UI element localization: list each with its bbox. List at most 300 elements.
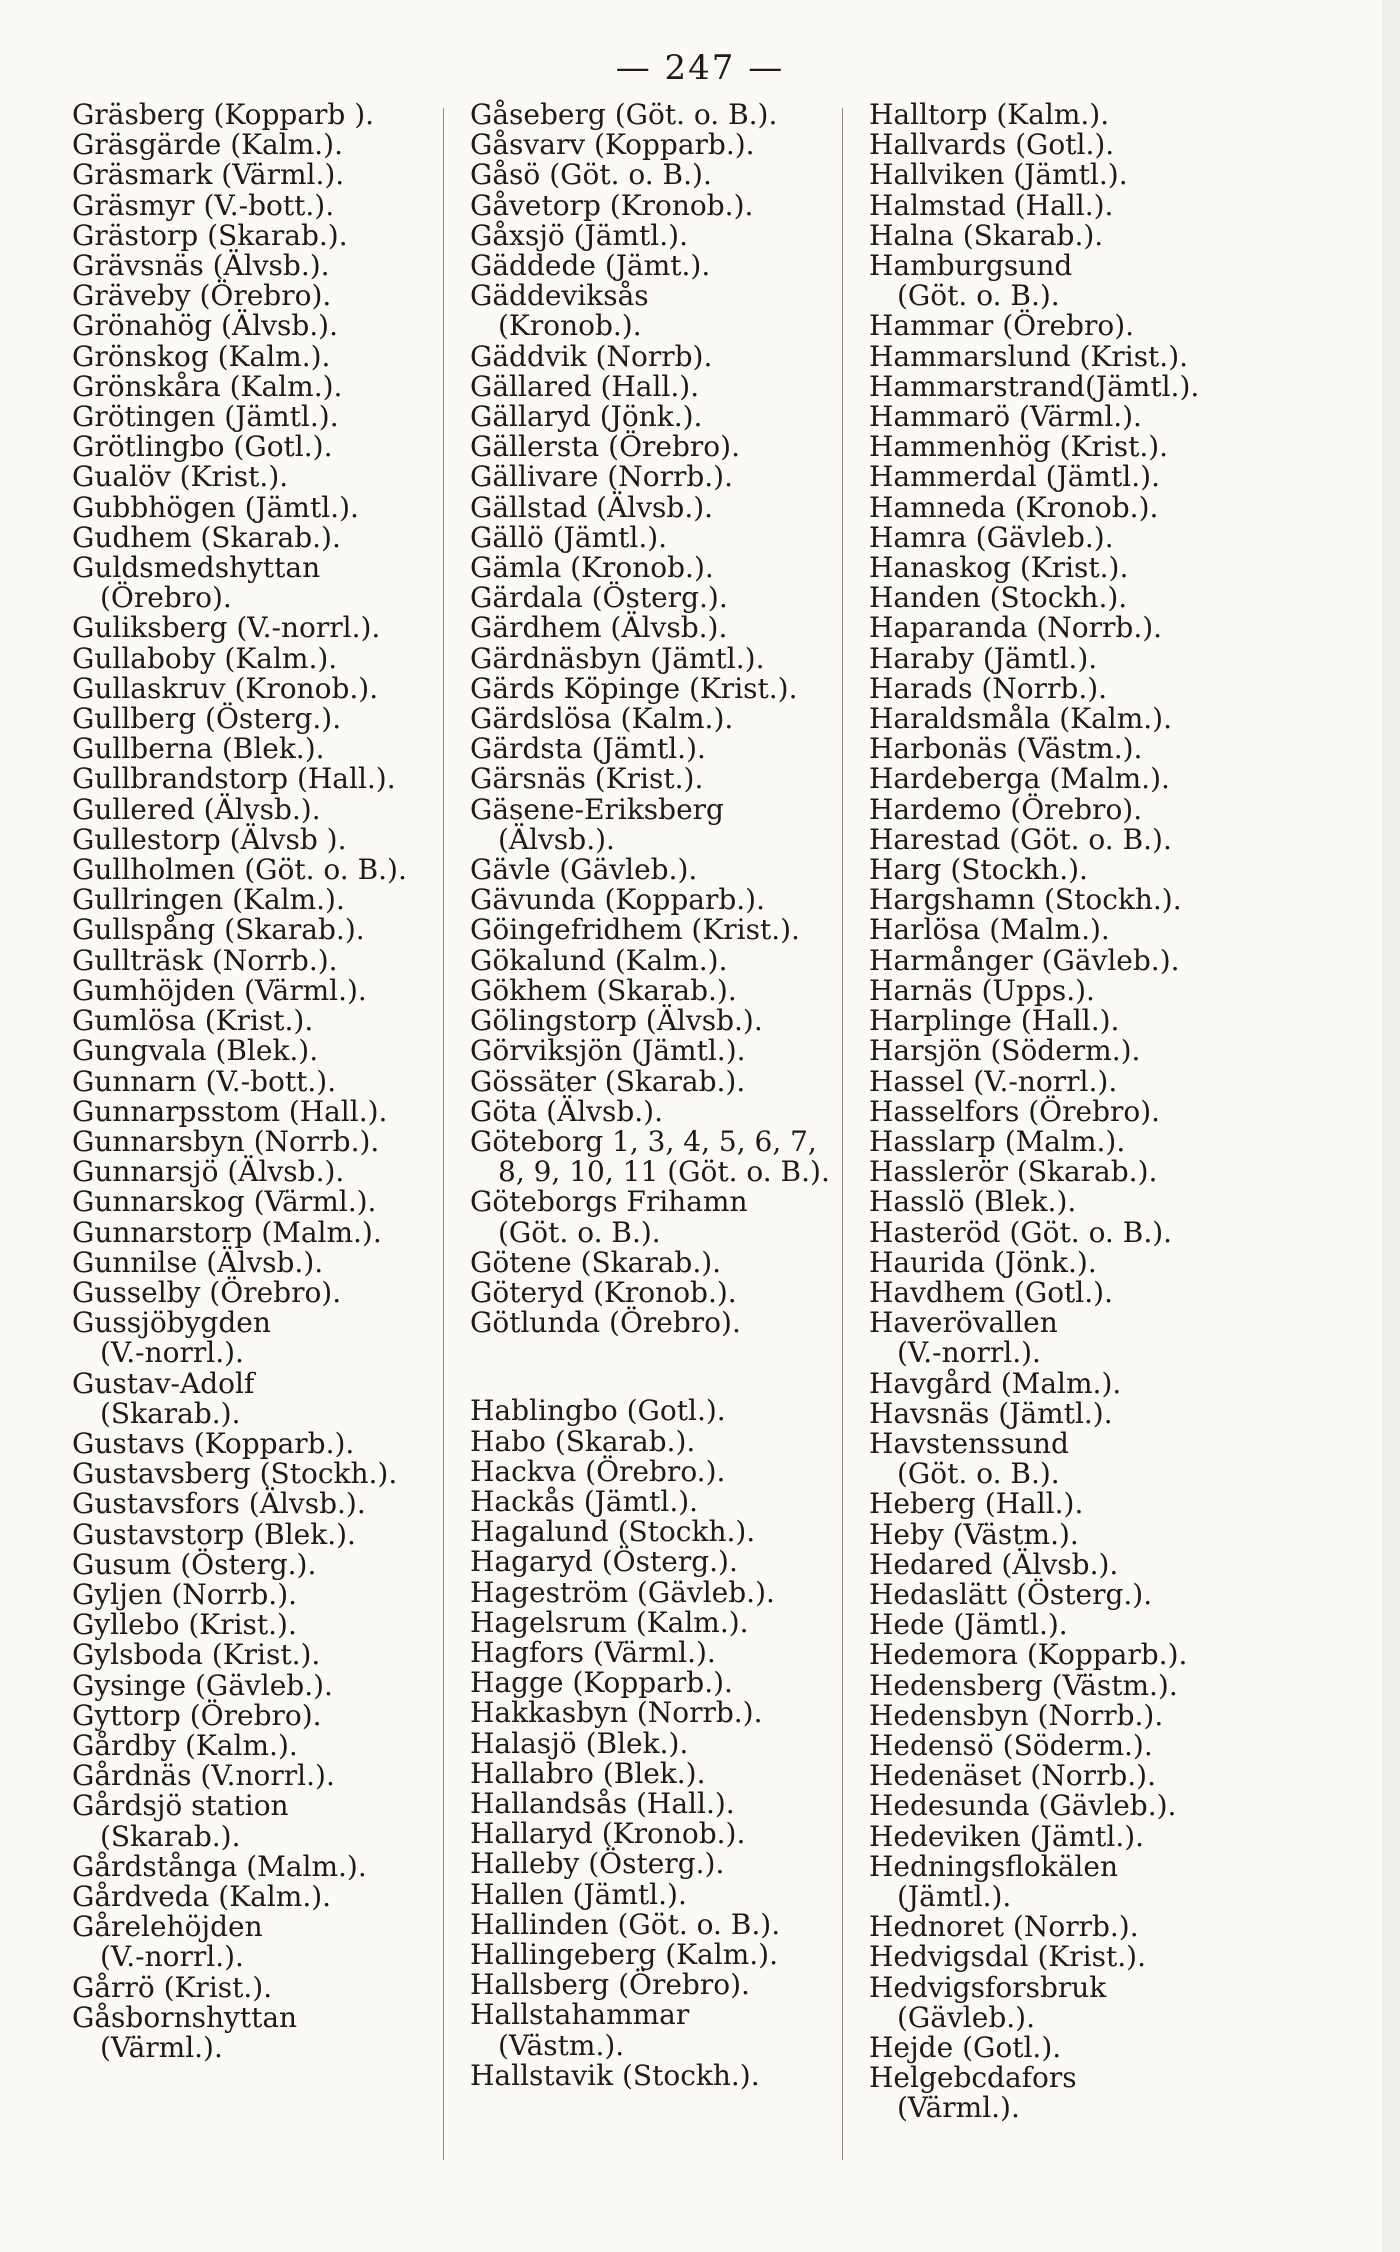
index-entry-line: Hedesunda (Gävleb.). [869,1789,1177,1823]
index-entry-line: Harnäs (Upps.). [869,973,1095,1007]
index-entry [869,251,1269,311]
index-entry-line: Hammarö (Värml.). [869,400,1142,434]
index-entry-line: Görviksjön (Jämtl.). [470,1034,746,1068]
index-entry-line: Gårdsjö station [72,1789,289,1823]
index-entry-line: Gökalund (Kalm.). [470,943,728,977]
index-entry [470,973,840,1007]
index-entry [470,1124,840,1189]
index-entry-line: Grötlingbo (Gotl.). [72,430,333,464]
index-entry [72,432,432,462]
index-entry-line: Hallingeberg (Kalm.). [470,1937,778,1971]
index-entry-line: Gällstad (Älvsb.). [470,490,714,524]
index-entry-line: Hedaslätt (Österg.). [869,1577,1153,1611]
index-entry-line: Hallviken (Jämtl.). [869,158,1128,192]
index-entry [869,462,1269,492]
index-entry-line: Gubbhögen (Jämtl.). [72,490,359,524]
index-entry [470,1575,840,1609]
index-entry-line: Grönskog (Kalm.). [72,339,331,373]
index-entry-line: Harsjön (Söderm.). [869,1034,1141,1068]
index-entry-line: Gullträsk (Norrb.). [72,943,338,977]
index-entry-line: Hackva (Örebro.). [470,1454,726,1488]
index-entry-line: Grönskåra (Kalm.). [72,369,343,403]
index-entry [470,432,840,462]
index-entry [72,822,432,856]
index-entry [869,822,1269,856]
index-entry-continuation: (Kronob.). [498,309,642,343]
index-entry-line: Hardeberga (Malm.). [869,762,1170,796]
index-entry-line: Hallabro (Blek.). [470,1756,706,1790]
index-entry-line: Gåsö (Göt. o. B.). [470,158,712,192]
index-entry-line: Hasselfors (Örebro). [869,1094,1161,1128]
index-entry-line: Hallsberg (Örebro). [470,1968,750,2002]
index-entry [470,1006,840,1036]
index-entry [470,792,840,856]
index-entry-line: Hassel (V.-norrl.). [869,1064,1118,1098]
index-entry-line: Haraby (Jämtl.). [869,641,1098,675]
column-divider [842,108,843,2160]
index-entry [869,369,1269,403]
index-entry-line: Gäddvik (Norrb). [470,339,713,373]
index-entry-line: Hallstahammar [470,1998,690,2032]
index-entry [869,311,1269,341]
index-entry [72,160,432,190]
index-entry-line: Gölingstorp (Älvsb.). [470,1004,763,1038]
index-entry [72,339,432,373]
index-entry [72,369,432,403]
index-entry [470,1517,840,1547]
index-entry [470,553,840,583]
index-entry-line: Gärdsta (Jämtl.). [470,732,706,766]
index-entry-line: Gärdnäsbyn (Jämtl.). [470,641,765,675]
index-entry-line: Halltorp (Kalm.). [869,98,1110,131]
index-entry [72,490,432,524]
index-entry-line: Gunnarskog (Värml.). [72,1185,377,1219]
index-entry [869,1489,1269,1519]
index-entry [72,704,432,734]
index-entry-line: Gullberna (Blek.). [72,732,325,766]
index-entry [869,943,1269,977]
index-entry [72,641,432,675]
index-entry-line: Gylsboda (Krist.). [72,1638,321,1672]
index-entry-line: Gäddede (Jämt.). [470,249,711,283]
index-entry-line: Haverövallen [869,1306,1058,1340]
index-entry [869,1970,1269,2034]
index-entry-line: Hallen (Jämtl.). [470,1877,687,1911]
index-entry [869,583,1269,613]
index-entry-line: Heby (Västm.). [869,1517,1079,1551]
index-entry [72,1640,432,1670]
index-entry [470,641,840,675]
index-entry-line: Gumhöjden (Värml.). [72,973,367,1007]
index-entry-line: Gyljen (Norrb.). [72,1577,298,1611]
index-entry [470,251,840,281]
index-entry [470,915,840,945]
index-entry-line: Gräsberg (Kopparb ). [72,98,375,131]
index-entry [470,1726,840,1760]
index-entry-line: Harads (Norrb.). [869,671,1108,705]
index-entry [869,1006,1269,1036]
index-entry [470,734,840,764]
index-entry-line: Gustav-Adolf [72,1366,255,1400]
index-entry-line: Hammerdal (Jämtl.). [869,460,1160,494]
index-entry [470,1668,840,1698]
index-entry-line: Hagge (Kopparb.). [470,1666,733,1700]
index-entry-line: Gällared (Hall.). [470,369,700,403]
index-entry [72,2000,432,2064]
index-entry [72,671,432,705]
index-entry-line: Havdhem (Gotl.). [869,1275,1113,1309]
index-entry [869,1761,1269,1791]
index-entry-line: Hardemo (Örebro). [869,792,1143,826]
index-entry-line: Gualöv (Krist.). [72,460,289,494]
index-entry [869,1426,1269,1491]
index-entry [72,855,432,885]
index-entry-line: Hedningsflokälen [869,1849,1118,1883]
index-entry [869,339,1269,373]
index-entry-line: Gåvetorp (Kronob.). [470,188,754,222]
index-entry [72,1124,432,1158]
index-entry [470,613,840,643]
index-entry [72,218,432,252]
index-entry-continuation: (Jämtl.). [897,1879,1012,1913]
index-entry-line: Gunnarn (V.-bott.). [72,1064,337,1098]
index-entry-line: Gårelehöjden [72,1910,263,1944]
index-entry [869,432,1269,462]
index-entry [72,734,432,764]
index-entry-line: Harg (Stockh.). [869,853,1088,887]
index-entry-line: Gustavsfors (Älvsb.). [72,1487,366,1521]
index-entry-line: Gårdby (Kalm.). [72,1728,298,1762]
index-entry [470,1275,840,1309]
index-entry [72,943,432,977]
index-entry [470,1396,840,1426]
index-entry [869,1610,1269,1640]
index-entry [470,704,840,734]
index-entry-line: Hallaryd (Kronob.). [470,1817,746,1851]
index-entry-line: Gräsgärde (Kalm.). [72,128,343,162]
index-entry [869,1245,1269,1279]
index-entry [869,2033,1269,2063]
index-entry [869,490,1269,524]
index-entry [72,462,432,492]
index-entry [470,1849,840,1879]
column-divider [443,108,444,2160]
index-entry-line: Gåxsjö (Jämtl.). [470,218,688,252]
index-entry [72,311,432,341]
index-entry-line: Hedenäset (Norrb.). [869,1759,1156,1793]
page-edge [1382,0,1400,2252]
index-entry [869,1124,1269,1158]
index-entry [470,1937,840,1971]
index-entry [470,339,840,373]
index-entry-line: Gräsmyr (V.-bott.). [72,188,335,222]
index-entry-line: Havgård (Malm.). [869,1366,1122,1400]
index-entry [869,885,1269,915]
index-entry-line: Hageström (Gävleb.). [470,1575,775,1609]
index-entry [470,1484,840,1518]
index-entry-line: Hagelsrum (Kalm.). [470,1605,749,1639]
index-entry-line: Hakkasbyn (Norrb.). [470,1696,763,1730]
index-entry-line: Hallandsås (Hall.). [470,1786,735,1820]
index-entry [470,943,840,977]
index-entry [470,369,840,403]
index-entry [72,1187,432,1217]
index-entry-line: Hedared (Älvsb.). [869,1547,1119,1581]
index-entry-line: Hamneda (Kronob.). [869,490,1159,524]
index-entry-line: Guliksberg (V.-norrl.). [72,611,381,645]
index-entry-continuation: (Värml.). [897,2091,1020,2125]
index-entry [470,100,840,130]
index-entry [470,1187,840,1247]
index-entry [72,100,432,130]
index-entry-line: Gullered (Älvsb.). [72,792,321,826]
index-entry-line: Haraldsmåla (Kalm.). [869,702,1172,736]
index-entry-line: Havsnäs (Jämtl.). [869,1396,1113,1430]
index-entry-line: Gullberg (Österg.). [72,702,342,736]
index-entry [72,1275,432,1309]
index-entry [72,520,432,554]
index-entry [72,1912,432,1972]
index-entry-line: Hanaskog (Krist.). [869,551,1129,585]
index-entry-line: Gusum (Österg.). [72,1547,317,1581]
index-entry-line: Halleby (Österg.). [470,1847,725,1881]
index-entry [869,1698,1269,1732]
index-entry-line: Gällö (Jämtl.). [470,520,668,554]
index-entry-line: Götene (Skarab.). [470,1245,722,1279]
index-entry-line: Helgebcdafors [869,2061,1077,2095]
index-column-2 [470,100,840,2091]
index-entry [470,1756,840,1790]
index-entry [470,1454,840,1488]
index-entry [72,792,432,826]
index-entry-line: Hackås (Jämtl.). [470,1484,699,1518]
index-entry [470,402,840,432]
index-entry [470,520,840,554]
index-entry-line: Harestad (Göt. o. B.). [869,822,1172,856]
index-entry-line: Heberg (Hall.). [869,1487,1084,1521]
index-entry [470,1877,840,1911]
index-entry-continuation: (Göt. o. B.). [897,279,1060,313]
index-entry-line: Grötingen (Jämtl.). [72,400,339,434]
index-entry [470,1819,840,1849]
index-entry [72,1366,432,1430]
index-entry [869,218,1269,252]
index-entry [72,188,432,222]
index-entry-line: Gärdhem (Älvsb.). [470,611,728,645]
index-entry-line: Hedensö (Söderm.). [869,1728,1153,1762]
index-entry [72,553,432,613]
index-entry-line: Gåsbornshyttan [72,2000,298,2034]
index-entry [869,855,1269,885]
index-entry-line: Gåsvarv (Kopparb.). [470,128,755,162]
index-entry-line: Gärsnäs (Krist.). [470,762,704,796]
index-entry-line: Hallvards (Gotl.). [869,128,1115,162]
index-entry [470,1094,840,1128]
index-entry-continuation: (V.-norrl.). [897,1336,1041,1370]
index-entry-line: Hasslö (Blek.). [869,1185,1077,1219]
index-entry-line: Grönahög (Älvsb.). [72,309,338,343]
index-entry [869,613,1269,643]
index-entry-line: Harlösa (Malm.). [869,913,1110,947]
index-entry [470,885,840,915]
index-entry-line: Gällersta (Örebro). [470,430,740,464]
index-entry [869,1942,1269,1972]
index-entry-line: Gärdslösa (Kalm.). [470,702,734,736]
index-entry [869,915,1269,945]
index-entry-continuation: (Skarab.). [100,1819,241,1853]
index-entry [72,1577,432,1611]
index-entry [869,2063,1269,2123]
index-entry-continuation: (Örebro). [100,581,232,615]
index-entry [72,1094,432,1128]
index-entry [72,1245,432,1279]
index-entry [869,100,1269,130]
index-entry-line: Hargshamn (Stockh.). [869,883,1182,917]
index-entry [869,520,1269,554]
index-entry [869,1366,1269,1400]
index-entry-continuation: (V.-norrl.). [100,1336,244,1370]
index-column-3 [869,100,1269,2124]
index-entry-line: Gyllebo (Krist.). [72,1608,297,1642]
index-entry-line: Hejde (Gotl.). [869,2031,1062,2064]
index-entry-line: Habo (Skarab.). [470,1424,696,1458]
index-entry [869,1577,1269,1611]
index-entry-line: Gussjöbygden [72,1306,271,1340]
index-entry [869,1187,1269,1217]
index-entry-line: Hedemora (Kopparb.). [869,1638,1188,1672]
index-entry-line: Gämla (Kronob.). [470,551,714,585]
index-entry-line: Hammar (Örebro). [869,309,1135,343]
index-entry-line: Hammenhög (Krist.). [869,430,1169,464]
index-entry-line: Harbonäs (Västm.). [869,732,1143,766]
index-entry [470,1547,840,1577]
index-entry [72,1970,432,2004]
index-entry-line: Gustavstorp (Blek.). [72,1517,356,1551]
index-entry [869,792,1269,826]
index-entry-line: Hamra (Gävleb.). [869,520,1114,554]
index-entry-line: Gäddeviksås [470,279,649,313]
index-entry-line: Gäsene-Eriksberg [470,792,724,826]
index-entry [72,402,432,432]
index-entry [869,1849,1269,1913]
index-entry-line: Hasslerör (Skarab.). [869,1155,1158,1189]
index-entry-continuation: (Gävleb.). [897,2000,1035,2034]
index-entry-line: Göingefridhem (Krist.). [470,913,800,947]
index-entry [869,1396,1269,1430]
index-entry-line: Gullbrandstorp (Hall.). [72,762,396,796]
index-entry-line: Handen (Stockh.). [869,581,1128,615]
index-entry-line: Gunnilse (Älvsb.). [72,1245,324,1279]
index-entry-line: Hasteröd (Göt. o. B.). [869,1215,1173,1249]
index-entry-line: Haparanda (Norrb.). [869,611,1163,645]
index-entry-line: Gunnarsjö (Älvsb.). [72,1155,345,1189]
index-entry-line: Hagaryd (Österg.). [470,1545,738,1579]
index-entry [72,1791,432,1851]
index-entry [869,764,1269,794]
index-entry [470,218,840,252]
section-gap [470,1338,840,1396]
index-entry-line: Gårdveda (Kalm.). [72,1879,332,1913]
index-entry-line: Gunnarstorp (Malm.). [72,1215,382,1249]
index-entry-line: Gungvala (Blek.). [72,1034,319,1068]
index-entry [869,671,1269,705]
index-entry-line: Halasjö (Blek.). [470,1726,689,1760]
index-entry-line: Grävsnäs (Älvsb.). [72,249,330,283]
index-entry [470,188,840,222]
index-entry-line: Hasslarp (Malm.). [869,1124,1126,1158]
index-entry [470,462,840,492]
index-entry [869,704,1269,734]
index-entry [470,2000,840,2060]
index-entry [470,1424,840,1458]
index-entry-line: Gärdala (Österg.). [470,581,728,615]
index-entry [470,1605,840,1639]
index-entry-line: Gårrö (Krist.). [72,1970,273,2004]
index-entry [72,1489,432,1519]
index-entry-line: Gullringen (Kalm.). [72,883,345,917]
index-entry-line: Gårdnäs (V.norrl.). [72,1759,335,1793]
index-entry [869,1094,1269,1128]
index-entry [470,671,840,705]
index-entry [470,1635,840,1669]
index-entry [470,281,840,341]
index-entry [470,1308,840,1338]
index-entry [470,1245,840,1279]
index-entry-line: Gudhem (Skarab.). [72,520,341,554]
index-entry-line: Gullaskruv (Kronob.). [72,671,379,705]
index-entry [72,130,432,160]
index-entry-line: Hednoret (Norrb.). [869,1910,1139,1944]
index-entry [869,1547,1269,1581]
index-entry [869,1517,1269,1551]
index-entry-line: Haurida (Jönk.). [869,1245,1097,1279]
index-entry-line: Hallstavik (Stockh.). [470,2058,760,2092]
index-entry [72,973,432,1007]
index-entry [470,130,840,160]
index-entry-line: Gävle (Gävleb.). [470,853,698,887]
index-entry [470,855,840,885]
index-entry-line: Grästorp (Skarab.). [72,218,348,252]
index-entry [72,1849,432,1883]
index-entry-continuation: 8, 9, 10, 11 (Göt. o. B.). [498,1155,830,1189]
index-entry-line: Göteborgs Frihamn [470,1185,748,1219]
index-entry-line: Hagalund (Stockh.). [470,1515,756,1549]
page-number: — 247 — [615,48,785,88]
index-entry-line: Gräveby (Örebro). [72,279,332,313]
index-entry [72,1006,432,1036]
index-entry [72,1668,432,1702]
index-entry [470,1064,840,1098]
index-entry-line: Gårdstånga (Malm.). [72,1849,367,1883]
index-entry [470,1786,840,1820]
index-entry [869,160,1269,190]
index-entry [869,973,1269,1007]
index-entry [470,764,840,794]
index-entry-continuation: (V.-norrl.). [100,1940,244,1974]
index-entry [72,1761,432,1791]
index-entry-line: Halna (Skarab.). [869,218,1104,252]
index-entry-line: Hammarslund (Krist.). [869,339,1189,373]
index-entry [72,1308,432,1368]
index-entry [470,583,840,613]
index-entry-line: Hedvigsdal (Krist.). [869,1940,1146,1974]
index-entry [869,1640,1269,1670]
index-entry [72,1517,432,1551]
index-entry [470,1698,840,1728]
index-entry [869,734,1269,764]
index-entry-line: Gustavsberg (Stockh.). [72,1457,398,1491]
index-entry-line: Gunnarpsstom (Hall.). [72,1094,388,1128]
